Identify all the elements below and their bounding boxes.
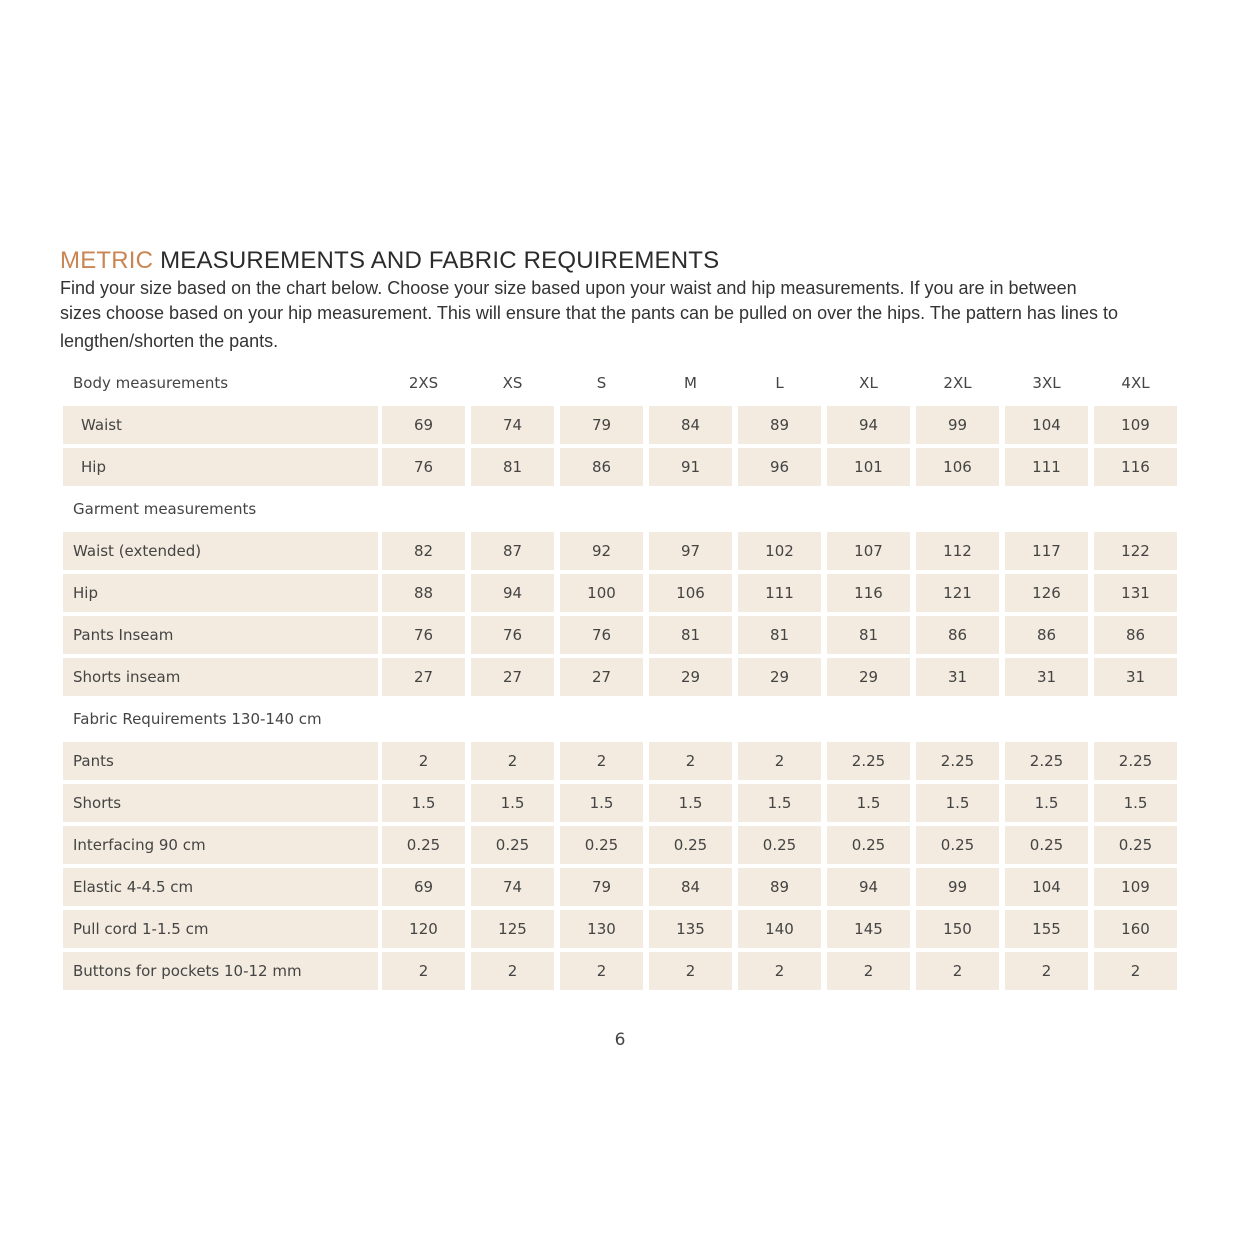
table-cell: 2 [382, 952, 465, 990]
table-cell: 109 [1094, 868, 1177, 906]
table-cell: 1.5 [382, 784, 465, 822]
table-cell: 135 [649, 910, 732, 948]
table-cell: 79 [560, 868, 643, 906]
size-header-l: L [775, 374, 784, 392]
table-cell: 0.25 [827, 826, 910, 864]
table-cell: 0.25 [916, 826, 999, 864]
table-cell: 112 [916, 532, 999, 570]
table-row-elastic-4-4-5-cm [63, 868, 1177, 906]
table-cell: 99 [916, 406, 999, 444]
table-cell: 29 [827, 658, 910, 696]
table-row-pants [63, 742, 1177, 780]
table-cell: 94 [471, 574, 554, 612]
intro-line-2: sizes choose based on your hip measurement. This will ensure that the pants can be pulled on over the hips. The pattern has lines to [60, 303, 1118, 323]
table-cell: 91 [649, 448, 732, 486]
table-cell: 99 [916, 868, 999, 906]
table-cell: 116 [1094, 448, 1177, 486]
table-cell: 2 [560, 742, 643, 780]
table-row-shorts [63, 784, 1177, 822]
table-cell: 109 [1094, 406, 1177, 444]
table-cell: 2 [1094, 952, 1177, 990]
table-cell: 125 [471, 910, 554, 948]
table-cell: 155 [1005, 910, 1088, 948]
table-cell: 2 [916, 952, 999, 990]
table-cell: 121 [916, 574, 999, 612]
size-header-m: M [684, 374, 697, 392]
table-cell: 2 [827, 952, 910, 990]
table-cell: 0.25 [560, 826, 643, 864]
table-row-pull-cord-1-1-5-cm [63, 910, 1177, 948]
table-cell: 84 [649, 406, 732, 444]
row-label: Hip [63, 574, 378, 612]
table-cell: 1.5 [649, 784, 732, 822]
table-cell: 120 [382, 910, 465, 948]
table-cell: 89 [738, 406, 821, 444]
table-cell: 1.5 [738, 784, 821, 822]
table-cell: 81 [471, 448, 554, 486]
intro-line-3: lengthen/shorten the pants. [60, 331, 279, 351]
table-cell: 86 [560, 448, 643, 486]
table-cell: 145 [827, 910, 910, 948]
table-row-hip [63, 574, 1177, 612]
table-cell: 29 [738, 658, 821, 696]
table-cell: 31 [916, 658, 999, 696]
page-number: 6 [614, 1030, 626, 1050]
table-cell: 160 [1094, 910, 1177, 948]
table-cell: 126 [1005, 574, 1088, 612]
heading-text: MEASUREMENTS AND FABRIC REQUIREMENTS [153, 247, 720, 274]
intro-paragraph [60, 276, 1170, 354]
table-cell: 87 [471, 532, 554, 570]
table-row-shorts-inseam [63, 658, 1177, 696]
row-label: Buttons for pockets 10-12 mm [63, 952, 378, 990]
table-cell: 84 [649, 868, 732, 906]
table-cell: 102 [738, 532, 821, 570]
table-cell: 0.25 [471, 826, 554, 864]
table-cell: 81 [827, 616, 910, 654]
table-cell: 0.25 [649, 826, 732, 864]
table-row-pants-inseam [63, 616, 1177, 654]
table-cell: 2 [471, 742, 554, 780]
table-cell: 130 [560, 910, 643, 948]
table-cell: 0.25 [1094, 826, 1177, 864]
table-cell: 27 [471, 658, 554, 696]
size-header-2xl: 2XL [943, 374, 972, 392]
table-cell: 1.5 [471, 784, 554, 822]
table-cell: 27 [382, 658, 465, 696]
fabric-requirements-header [63, 700, 1177, 738]
table-cell: 2 [382, 742, 465, 780]
table-cell: 1.5 [916, 784, 999, 822]
row-label: Shorts inseam [63, 658, 378, 696]
table-cell: 122 [1094, 532, 1177, 570]
table-row-waist [63, 406, 1177, 444]
table-cell: 96 [738, 448, 821, 486]
table-cell: 76 [382, 616, 465, 654]
table-cell: 106 [649, 574, 732, 612]
table-cell: 31 [1005, 658, 1088, 696]
table-cell: 104 [1005, 406, 1088, 444]
table-cell: 29 [649, 658, 732, 696]
table-cell: 0.25 [382, 826, 465, 864]
table-cell: 1.5 [827, 784, 910, 822]
table-cell: 2 [560, 952, 643, 990]
table-cell: 2 [738, 742, 821, 780]
table-row-interfacing-90-cm [63, 826, 1177, 864]
table-cell: 2.25 [916, 742, 999, 780]
table-cell: 86 [1094, 616, 1177, 654]
size-header-xl: XL [859, 374, 878, 392]
row-label: Waist [63, 406, 378, 444]
heading-accent: METRIC [60, 247, 154, 274]
body-measurements-header: Body measurements [73, 374, 229, 392]
table-cell: 0.25 [1005, 826, 1088, 864]
table-cell: 2 [471, 952, 554, 990]
garment-measurements-header-label: Garment measurements [73, 500, 257, 518]
table-row-hip [63, 448, 1177, 486]
table-cell: 150 [916, 910, 999, 948]
table-cell: 81 [649, 616, 732, 654]
table-cell: 74 [471, 868, 554, 906]
table-cell: 88 [382, 574, 465, 612]
table-cell: 111 [738, 574, 821, 612]
row-label: Interfacing 90 cm [63, 826, 378, 864]
table-cell: 140 [738, 910, 821, 948]
row-label: Pants [63, 742, 378, 780]
size-header-2xs: 2XS [408, 374, 439, 392]
table-cell: 106 [916, 448, 999, 486]
table-cell: 2.25 [1005, 742, 1088, 780]
table-cell: 2 [649, 742, 732, 780]
table-cell: 111 [1005, 448, 1088, 486]
table-cell: 1.5 [1005, 784, 1088, 822]
table-cell: 1.5 [560, 784, 643, 822]
size-header-3xl: 3XL [1032, 374, 1061, 392]
table-cell: 81 [738, 616, 821, 654]
table-cell: 31 [1094, 658, 1177, 696]
table-row-buttons-for-pockets-10-12-mm [63, 952, 1177, 990]
table-cell: 74 [471, 406, 554, 444]
size-header-xs: XS [502, 374, 523, 392]
table-cell: 131 [1094, 574, 1177, 612]
table-cell: 94 [827, 868, 910, 906]
table-cell: 2.25 [1094, 742, 1177, 780]
table-cell: 76 [471, 616, 554, 654]
size-header-s: S [596, 374, 607, 392]
table-cell: 101 [827, 448, 910, 486]
table-cell: 76 [382, 448, 465, 486]
table-cell: 107 [827, 532, 910, 570]
table-cell: 69 [382, 868, 465, 906]
size-header-row [63, 364, 1177, 402]
row-label: Hip [63, 448, 378, 486]
table-cell: 2 [738, 952, 821, 990]
table-cell: 104 [1005, 868, 1088, 906]
intro-line-1: Find your size based on the chart below. Choose your size based upon your waist and hip measurements. If you are in between [60, 278, 1077, 298]
table-cell: 69 [382, 406, 465, 444]
table-cell: 2 [1005, 952, 1088, 990]
table-cell: 116 [827, 574, 910, 612]
table-cell: 117 [1005, 532, 1088, 570]
row-label: Shorts [63, 784, 378, 822]
table-cell: 27 [560, 658, 643, 696]
table-cell: 92 [560, 532, 643, 570]
fabric-requirements-header-label: Fabric Requirements 130-140 cm [73, 710, 322, 728]
table-cell: 2 [649, 952, 732, 990]
table-cell: 0.25 [738, 826, 821, 864]
table-cell: 2.25 [827, 742, 910, 780]
row-label: Waist (extended) [63, 532, 378, 570]
table-cell: 86 [916, 616, 999, 654]
row-label: Elastic 4-4.5 cm [63, 868, 378, 906]
table-row-waist-extended [63, 532, 1177, 570]
table-cell: 76 [560, 616, 643, 654]
table-cell: 100 [560, 574, 643, 612]
table-cell: 79 [560, 406, 643, 444]
garment-measurements-header [63, 490, 1177, 528]
table-cell: 82 [382, 532, 465, 570]
size-header-4xl: 4XL [1121, 374, 1150, 392]
table-cell: 97 [649, 532, 732, 570]
row-label: Pants Inseam [63, 616, 378, 654]
table-cell: 1.5 [1094, 784, 1177, 822]
table-cell: 86 [1005, 616, 1088, 654]
table-cell: 94 [827, 406, 910, 444]
table-cell: 89 [738, 868, 821, 906]
page-heading [60, 247, 719, 275]
row-label: Pull cord 1-1.5 cm [63, 910, 378, 948]
